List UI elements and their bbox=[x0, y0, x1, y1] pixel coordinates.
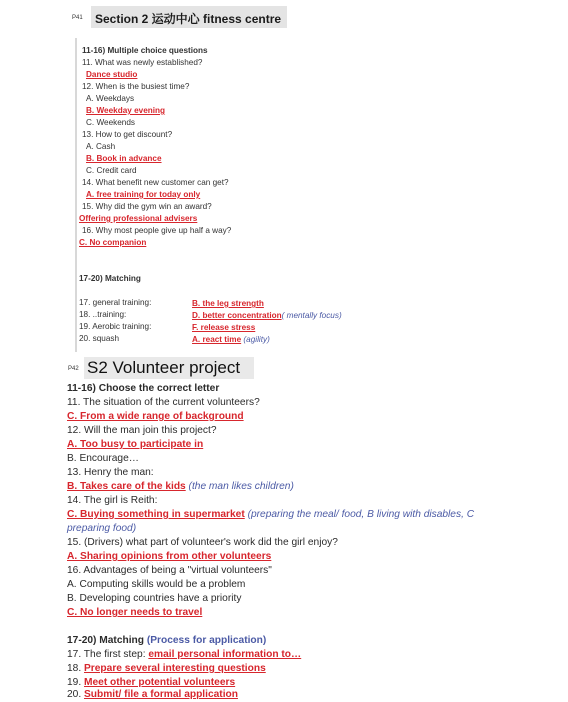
s2-answer-11: C. From a wide range of background bbox=[67, 411, 244, 422]
s2-answer-13-line bbox=[67, 480, 294, 494]
page-number-41: P41 bbox=[72, 15, 83, 21]
s2-matching-17-label: 17. The first step: bbox=[67, 649, 149, 660]
s2-matching-20-answer: Submit/ file a formal application bbox=[84, 689, 238, 700]
s2-answer-14-line bbox=[67, 508, 487, 536]
matching-header: 17-20) Matching bbox=[79, 274, 141, 283]
question-15: 15. Why did the gym win an award? bbox=[82, 202, 212, 211]
s2-matching-header-line bbox=[67, 634, 266, 648]
s2-question-16: 16. Advantages of being a "virtual volunteers" bbox=[67, 565, 272, 576]
s2-answer-12: A. Too busy to participate in bbox=[67, 439, 204, 450]
s2-matching-19-label: 19. bbox=[67, 677, 84, 688]
s2-matching-18 bbox=[67, 662, 266, 676]
s2-note-14: (preparing the meal/ food, B living with disables, C preparing food) bbox=[67, 509, 475, 534]
matching-note-20: (agility) bbox=[241, 335, 270, 344]
option-12a: A. Weekdays bbox=[86, 94, 135, 103]
s2-question-11: 11. The situation of the current volunteers? bbox=[67, 397, 260, 408]
s2-question-15: 15. (Drivers) what part of volunteer's work did the girl enjoy? bbox=[67, 537, 338, 548]
s2-option-16a: A. Computing skills would be a problem bbox=[67, 579, 246, 590]
matching-answer-18: D. better concentration bbox=[192, 311, 282, 320]
s2-option-16b: B. Developing countries have a priority bbox=[67, 593, 242, 604]
s2-question-14: 14. The girl is Reith: bbox=[67, 495, 158, 506]
s2-answer-15: A. Sharing opinions from other volunteers bbox=[67, 551, 272, 562]
matching-answer-18-line bbox=[192, 310, 342, 321]
answer-15: Offering professional advisers bbox=[79, 214, 198, 223]
s2-answer-13: B. Takes care of the kids bbox=[67, 481, 186, 492]
question-14: 14. What benefit new customer can get? bbox=[82, 178, 229, 187]
matching-note-18: ( mentally focus) bbox=[281, 311, 342, 320]
answer-16: C. No companion bbox=[79, 238, 147, 247]
s2-note-13: (the man likes children) bbox=[185, 481, 294, 492]
matching-20: 20. squash bbox=[79, 334, 120, 343]
s2-matching-17-answer: email personal information to… bbox=[148, 649, 302, 660]
matching-17: 17. general training: bbox=[79, 298, 152, 307]
s2-matching-18-answer: Prepare several interesting questions bbox=[84, 663, 266, 674]
s2-matching-17 bbox=[67, 648, 301, 662]
answer-14: A. free training for today only bbox=[86, 190, 201, 199]
s2-matching-19-answer: Meet other potential volunteers bbox=[84, 677, 236, 688]
option-13c: C. Credit card bbox=[86, 166, 137, 175]
matching-19: 19. Aerobic training: bbox=[79, 322, 152, 331]
answer-12: B. Weekday evening bbox=[86, 106, 166, 115]
matching-18: 18. ..training: bbox=[79, 310, 127, 319]
page-number-42: P42 bbox=[68, 366, 79, 372]
section2-title: S2 Volunteer project bbox=[87, 358, 241, 377]
s2-matching-20 bbox=[67, 688, 238, 702]
question-11: 11. What was newly established? bbox=[82, 58, 203, 67]
answer-13: B. Book in advance bbox=[86, 154, 162, 163]
option-13a: A. Cash bbox=[86, 142, 116, 151]
answer-11: Dance studio bbox=[86, 70, 138, 79]
matching-answer-17: B. the leg strength bbox=[192, 299, 264, 308]
s2-option-12b: B. Encourage… bbox=[67, 453, 139, 464]
question-16: 16. Why most people give up half a way? bbox=[82, 226, 232, 235]
s2-matching-note: (Process for application) bbox=[144, 635, 267, 646]
s2-matching-20-label: 20. bbox=[67, 689, 84, 700]
matching-answer-20: A. react time bbox=[192, 335, 242, 344]
matching-answer-20-line bbox=[192, 334, 270, 345]
matching-answer-19: F. release stress bbox=[192, 323, 256, 332]
s2-matching-header: 17-20) Matching bbox=[67, 635, 144, 646]
s2-answer-14: C. Buying something in supermarket bbox=[67, 509, 245, 520]
mc-header: 11-16) Multiple choice questions bbox=[82, 46, 208, 55]
s2-question-12: 12. Will the man join this project? bbox=[67, 425, 217, 436]
s2-header: 11-16) Choose the correct letter bbox=[67, 383, 220, 394]
option-12c: C. Weekends bbox=[86, 118, 135, 127]
s2-answer-16: C. No longer needs to travel bbox=[67, 607, 203, 618]
question-12: 12. When is the busiest time? bbox=[82, 82, 190, 91]
s2-question-13: 13. Henry the man: bbox=[67, 467, 154, 478]
s2-matching-18-label: 18. bbox=[67, 663, 84, 674]
question-13: 13. How to get discount? bbox=[82, 130, 173, 139]
section-title: Section 2 运动中心 fitness centre bbox=[95, 12, 282, 26]
